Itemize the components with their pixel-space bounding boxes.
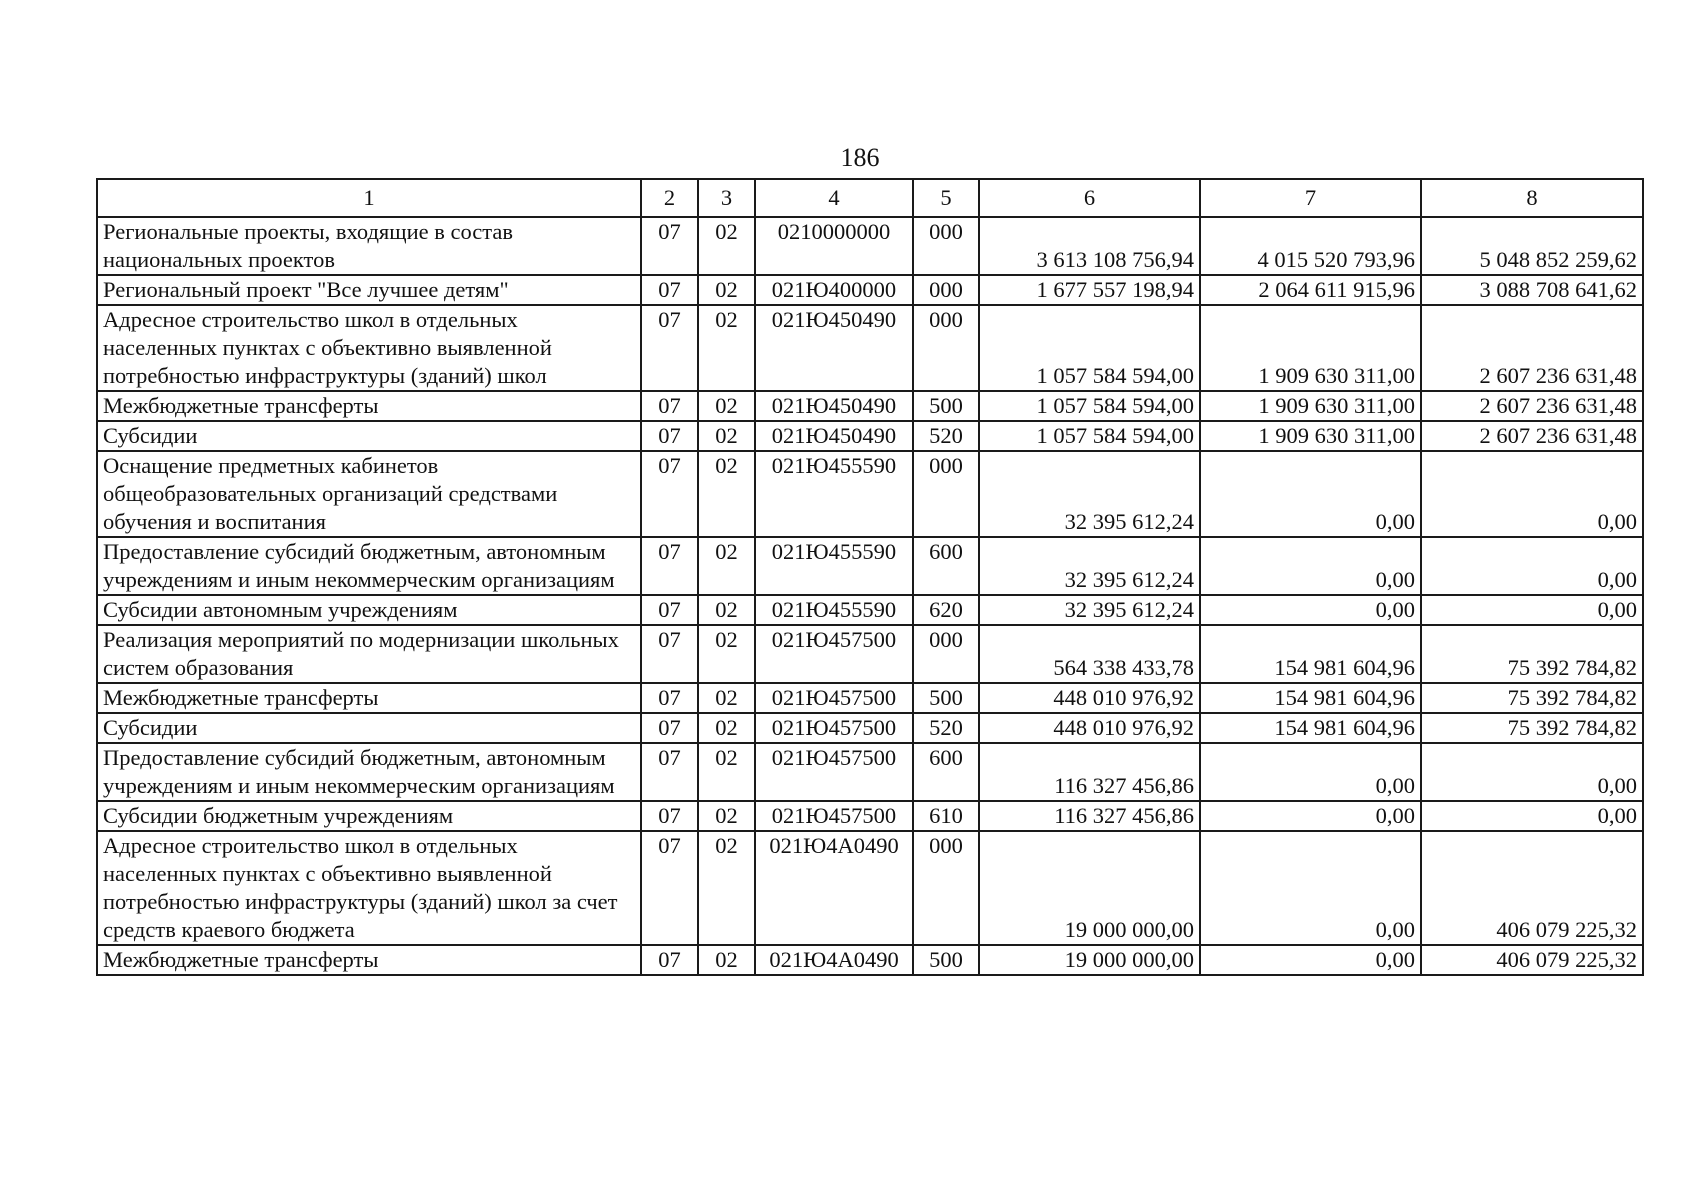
amount-col-8: 0,00: [1421, 537, 1643, 595]
row-name: Субсидии автономным учреждениям: [97, 595, 641, 625]
section-code: 07: [641, 945, 698, 975]
amount-col-7: 0,00: [1200, 595, 1421, 625]
subsection-code: 02: [698, 945, 755, 975]
table-row: [97, 713, 1643, 743]
table-row: [97, 421, 1643, 451]
section-code: 07: [641, 217, 698, 275]
section-code: 07: [641, 801, 698, 831]
target-article-code: 021Ю457500: [755, 801, 913, 831]
row-name: Региональный проект "Все лучшее детям": [97, 275, 641, 305]
amount-col-7: 1 909 630 311,00: [1200, 305, 1421, 391]
row-name: Адресное строительство школ в отдельных населенных пунктах с объективно выявленной потребностью инфраструктуры (зданий) школ: [97, 305, 641, 391]
amount-col-8: 75 392 784,82: [1421, 625, 1643, 683]
row-name: Оснащение предметных кабинетов общеобразовательных организаций средствами обучения и воспитания: [97, 451, 641, 537]
column-header: 4: [755, 179, 913, 217]
table-row: [97, 801, 1643, 831]
expense-type-code: 610: [913, 801, 979, 831]
expense-type-code: 500: [913, 945, 979, 975]
target-article-code: 021Ю455590: [755, 451, 913, 537]
subsection-code: 02: [698, 625, 755, 683]
section-code: 07: [641, 743, 698, 801]
section-code: 07: [641, 275, 698, 305]
table-row: [97, 595, 1643, 625]
subsection-code: 02: [698, 595, 755, 625]
target-article-code: 021Ю455590: [755, 537, 913, 595]
subsection-code: 02: [698, 801, 755, 831]
section-code: 07: [641, 831, 698, 945]
target-article-code: 021Ю457500: [755, 713, 913, 743]
subsection-code: 02: [698, 743, 755, 801]
expense-type-code: 000: [913, 217, 979, 275]
expense-type-code: 000: [913, 831, 979, 945]
amount-col-7: 154 981 604,96: [1200, 625, 1421, 683]
section-code: 07: [641, 451, 698, 537]
row-name: Предоставление субсидий бюджетным, автономным учреждениям и иным некоммерческим организациям: [97, 537, 641, 595]
expense-type-code: 000: [913, 275, 979, 305]
amount-col-6: 3 613 108 756,94: [979, 217, 1200, 275]
expense-type-code: 000: [913, 451, 979, 537]
amount-col-8: 75 392 784,82: [1421, 683, 1643, 713]
column-header: 1: [97, 179, 641, 217]
amount-col-8: 406 079 225,32: [1421, 831, 1643, 945]
row-name: Субсидии: [97, 421, 641, 451]
expense-type-code: 000: [913, 625, 979, 683]
section-code: 07: [641, 713, 698, 743]
amount-col-7: 154 981 604,96: [1200, 713, 1421, 743]
amount-col-6: 1 677 557 198,94: [979, 275, 1200, 305]
row-name: Межбюджетные трансферты: [97, 391, 641, 421]
amount-col-8: 0,00: [1421, 595, 1643, 625]
amount-col-8: 0,00: [1421, 801, 1643, 831]
expense-type-code: 000: [913, 305, 979, 391]
section-code: 07: [641, 595, 698, 625]
expense-type-code: 600: [913, 537, 979, 595]
section-code: 07: [641, 625, 698, 683]
table-row: [97, 945, 1643, 975]
expense-type-code: 620: [913, 595, 979, 625]
target-article-code: 021Ю450490: [755, 391, 913, 421]
column-header: 2: [641, 179, 698, 217]
amount-col-7: 0,00: [1200, 831, 1421, 945]
row-name: Адресное строительство школ в отдельных населенных пунктах с объективно выявленной потребностью инфраструктуры (зданий) школ за счет средств краевого бюджета: [97, 831, 641, 945]
target-article-code: 021Ю450490: [755, 305, 913, 391]
amount-col-8: 2 607 236 631,48: [1421, 421, 1643, 451]
amount-col-7: 154 981 604,96: [1200, 683, 1421, 713]
amount-col-6: 32 395 612,24: [979, 537, 1200, 595]
expense-type-code: 520: [913, 421, 979, 451]
column-header: 8: [1421, 179, 1643, 217]
subsection-code: 02: [698, 713, 755, 743]
amount-col-7: 4 015 520 793,96: [1200, 217, 1421, 275]
amount-col-7: 0,00: [1200, 537, 1421, 595]
row-name: Субсидии: [97, 713, 641, 743]
amount-col-6: 32 395 612,24: [979, 595, 1200, 625]
subsection-code: 02: [698, 217, 755, 275]
section-code: 07: [641, 537, 698, 595]
section-code: 07: [641, 305, 698, 391]
amount-col-6: 32 395 612,24: [979, 451, 1200, 537]
table-row: [97, 625, 1643, 683]
amount-col-8: 3 088 708 641,62: [1421, 275, 1643, 305]
table-body: [97, 217, 1643, 975]
amount-col-8: 0,00: [1421, 743, 1643, 801]
amount-col-8: 406 079 225,32: [1421, 945, 1643, 975]
amount-col-8: 75 392 784,82: [1421, 713, 1643, 743]
target-article-code: 021Ю4А0490: [755, 831, 913, 945]
target-article-code: 021Ю457500: [755, 683, 913, 713]
table-header-row: [97, 179, 1643, 217]
table-row: [97, 305, 1643, 391]
subsection-code: 02: [698, 831, 755, 945]
amount-col-7: 0,00: [1200, 451, 1421, 537]
subsection-code: 02: [698, 421, 755, 451]
expense-type-code: 520: [913, 713, 979, 743]
amount-col-6: 448 010 976,92: [979, 713, 1200, 743]
expense-type-code: 500: [913, 683, 979, 713]
amount-col-6: 116 327 456,86: [979, 743, 1200, 801]
target-article-code: 0210000000: [755, 217, 913, 275]
amount-col-6: 564 338 433,78: [979, 625, 1200, 683]
table-row: [97, 391, 1643, 421]
budget-table: [96, 178, 1644, 976]
target-article-code: 021Ю457500: [755, 625, 913, 683]
subsection-code: 02: [698, 305, 755, 391]
section-code: 07: [641, 683, 698, 713]
target-article-code: 021Ю400000: [755, 275, 913, 305]
amount-col-7: 2 064 611 915,96: [1200, 275, 1421, 305]
target-article-code: 021Ю4А0490: [755, 945, 913, 975]
page-number: 186: [840, 143, 880, 172]
amount-col-8: 5 048 852 259,62: [1421, 217, 1643, 275]
row-name: Субсидии бюджетным учреждениям: [97, 801, 641, 831]
column-header: 5: [913, 179, 979, 217]
expense-type-code: 500: [913, 391, 979, 421]
column-header: 6: [979, 179, 1200, 217]
subsection-code: 02: [698, 683, 755, 713]
table-row: [97, 275, 1643, 305]
amount-col-6: 19 000 000,00: [979, 831, 1200, 945]
target-article-code: 021Ю450490: [755, 421, 913, 451]
row-name: Предоставление субсидий бюджетным, автономным учреждениям и иным некоммерческим организациям: [97, 743, 641, 801]
amount-col-8: 2 607 236 631,48: [1421, 305, 1643, 391]
subsection-code: 02: [698, 391, 755, 421]
table-row: [97, 683, 1643, 713]
subsection-code: 02: [698, 451, 755, 537]
section-code: 07: [641, 421, 698, 451]
row-name: Региональные проекты, входящие в состав национальных проектов: [97, 217, 641, 275]
table-row: [97, 451, 1643, 537]
amount-col-6: 116 327 456,86: [979, 801, 1200, 831]
amount-col-6: 448 010 976,92: [979, 683, 1200, 713]
amount-col-6: 1 057 584 594,00: [979, 421, 1200, 451]
table-row: [97, 743, 1643, 801]
target-article-code: 021Ю457500: [755, 743, 913, 801]
amount-col-8: 0,00: [1421, 451, 1643, 537]
row-name: Реализация мероприятий по модернизации школьных систем образования: [97, 625, 641, 683]
column-header: 3: [698, 179, 755, 217]
amount-col-7: 1 909 630 311,00: [1200, 421, 1421, 451]
amount-col-6: 1 057 584 594,00: [979, 305, 1200, 391]
section-code: 07: [641, 391, 698, 421]
target-article-code: 021Ю455590: [755, 595, 913, 625]
expense-type-code: 600: [913, 743, 979, 801]
amount-col-8: 2 607 236 631,48: [1421, 391, 1643, 421]
amount-col-7: 0,00: [1200, 743, 1421, 801]
row-name: Межбюджетные трансферты: [97, 683, 641, 713]
subsection-code: 02: [698, 275, 755, 305]
table-row: [97, 217, 1643, 275]
amount-col-6: 19 000 000,00: [979, 945, 1200, 975]
table-row: [97, 831, 1643, 945]
column-header: 7: [1200, 179, 1421, 217]
row-name: Межбюджетные трансферты: [97, 945, 641, 975]
subsection-code: 02: [698, 537, 755, 595]
amount-col-7: 1 909 630 311,00: [1200, 391, 1421, 421]
table-row: [97, 537, 1643, 595]
amount-col-7: 0,00: [1200, 801, 1421, 831]
amount-col-7: 0,00: [1200, 945, 1421, 975]
amount-col-6: 1 057 584 594,00: [979, 391, 1200, 421]
